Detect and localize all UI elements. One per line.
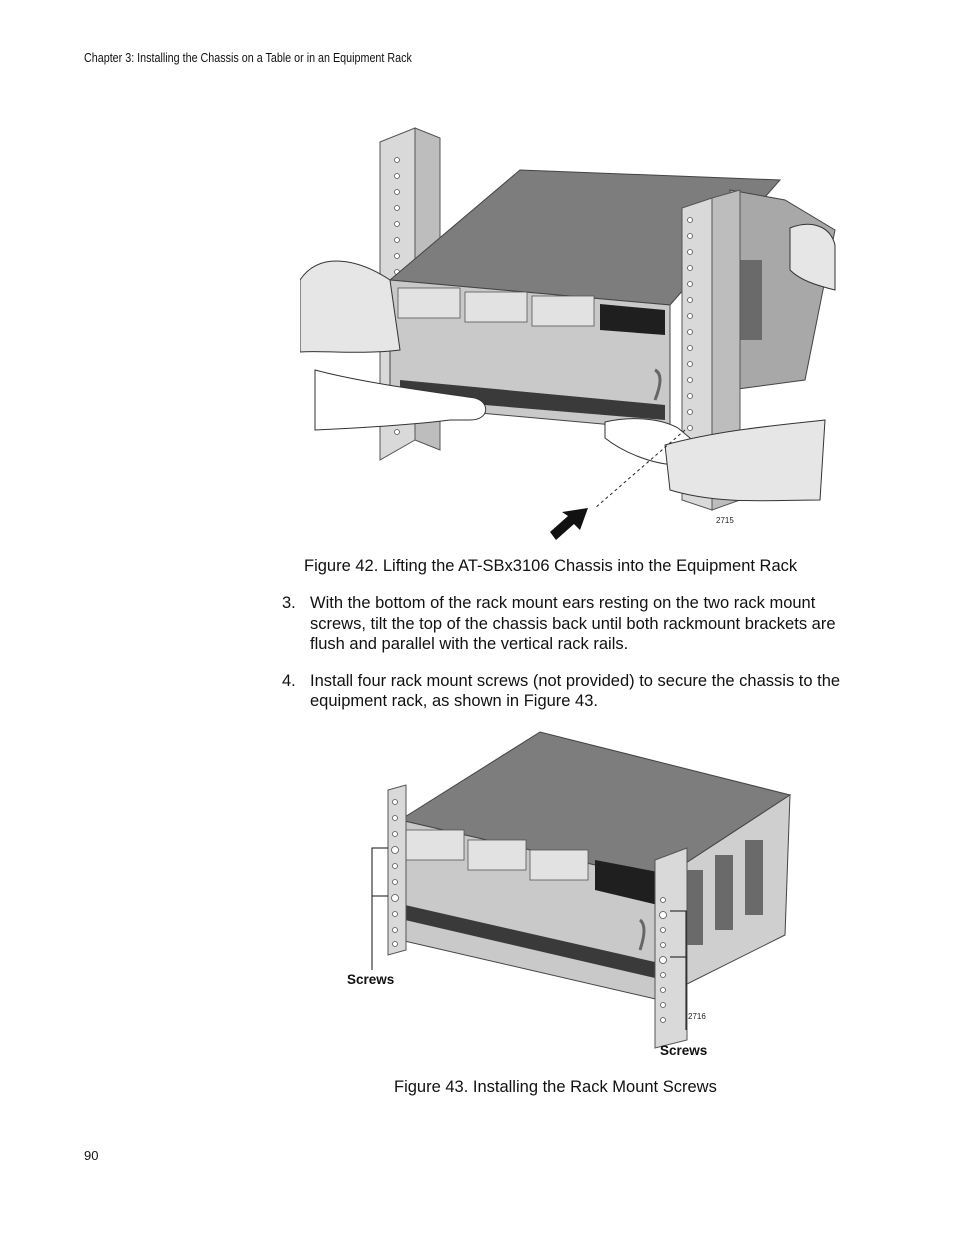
page-number: 90 <box>84 1148 99 1163</box>
figure-42-illustration <box>300 120 845 540</box>
step-text: Install four rack mount screws (not provided) to secure the chassis to the equipment rack, as shown in Figure 43. <box>310 671 841 710</box>
figure-43-id: 2716 <box>688 1012 706 1021</box>
step-3 <box>282 593 862 655</box>
screws-callout-left: Screws <box>347 972 395 987</box>
step-text: With the bottom of the rack mount ears resting on the two rack mount screws, tilt the top of the chassis back until both rackmount brackets are flush and parallel with the vertical rack rails. <box>310 594 836 653</box>
left-rack-rail <box>388 785 406 955</box>
step-number: 3. <box>282 594 296 612</box>
step-4 <box>282 671 862 712</box>
figure-42-caption: Figure 42. Lifting the AT-SBx3106 Chassis into the Equipment Rack <box>304 557 798 575</box>
screws-callout-right: Screws <box>660 1043 708 1058</box>
running-header: Chapter 3: Installing the Chassis on a Table or in an Equipment Rack <box>84 51 412 65</box>
figure-43-illustration <box>340 730 800 1060</box>
figure-43-caption: Figure 43. Installing the Rack Mount Screws <box>394 1078 717 1096</box>
figure-42-id: 2715 <box>716 516 734 525</box>
right-rack-rail <box>655 848 687 1048</box>
instruction-steps <box>282 593 862 728</box>
step-number: 4. <box>282 671 296 690</box>
